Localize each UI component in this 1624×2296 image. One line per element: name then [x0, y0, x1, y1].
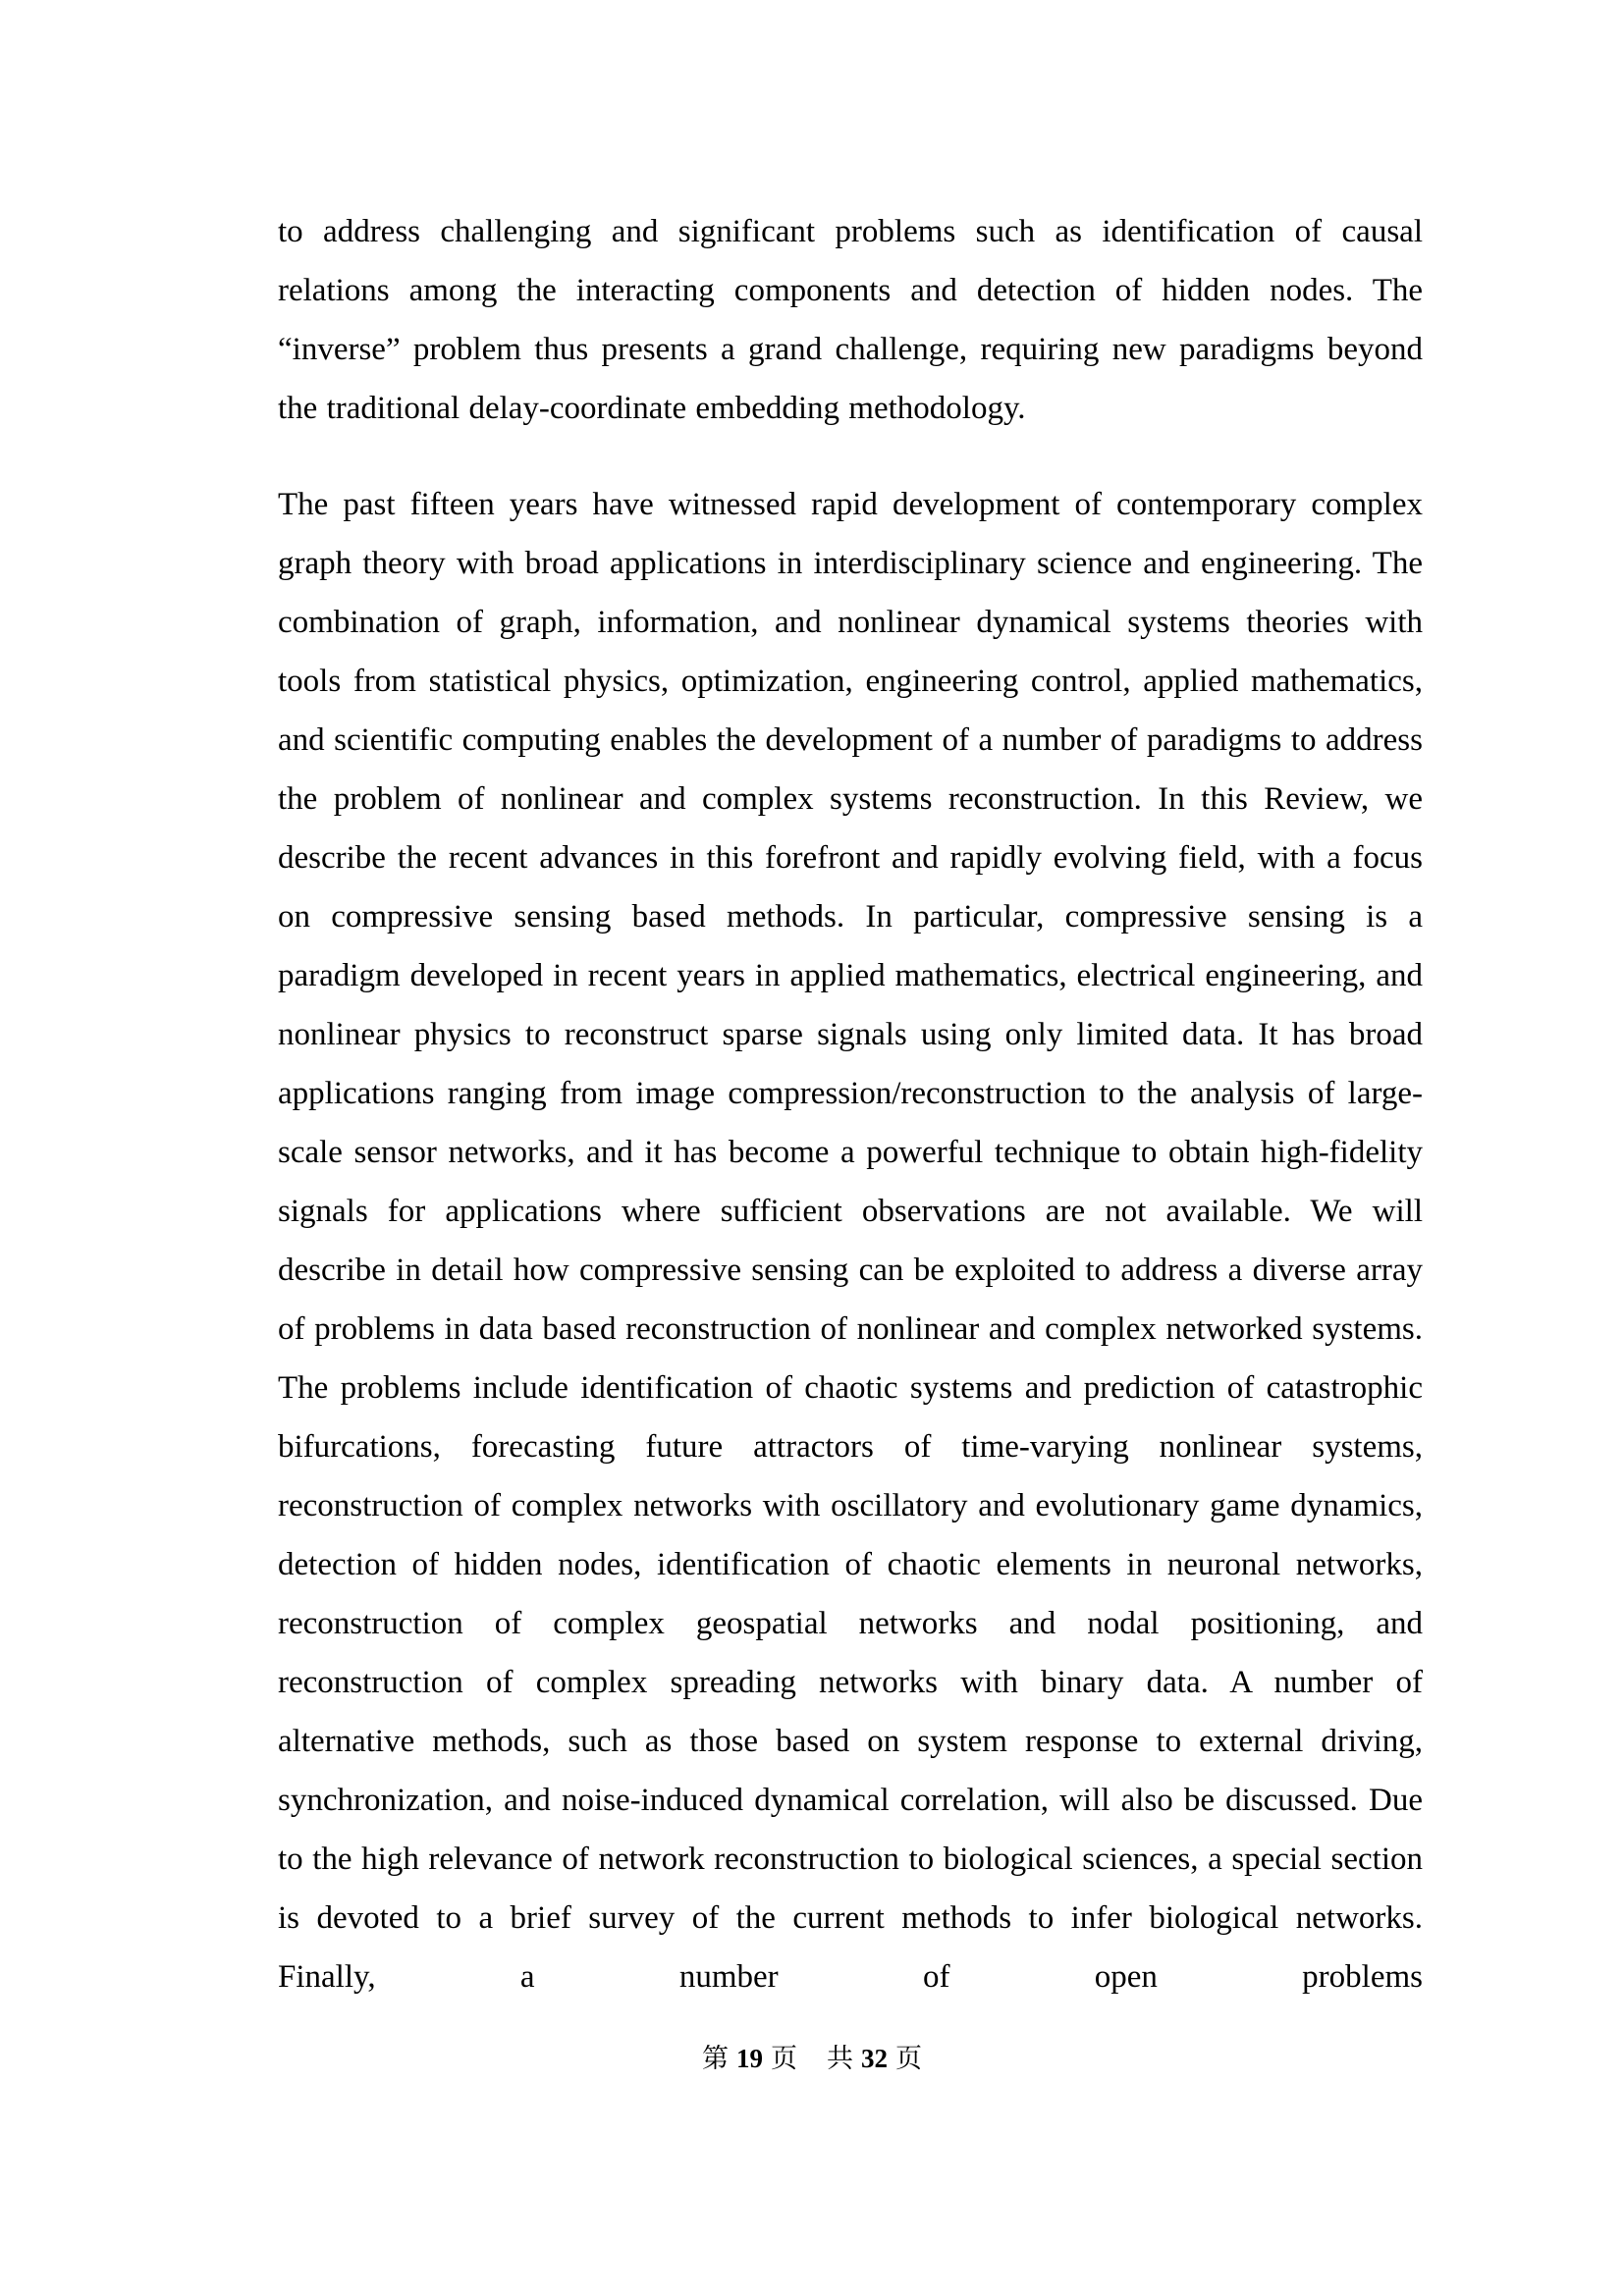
footer-page-suffix-label: 页 [771, 2044, 797, 2073]
footer-total-pages-number: 32 [861, 2044, 888, 2073]
paragraph-2: The past fifteen years have witnessed rapid development of contemporary complex graph theory with broad applications in interdisciplinary science and engineering. The combination of graph, information, and nonlinear dynamical systems theories with tools from statistical physics, optimization, engineering control, applied mathematics, and scientific computing enables the development of a number of paradigms to address the problem of nonlinear and complex systems reconstruction. In this Review, we describe the recent advances in this forefront and rapidly evolving field, with a focus on compressive sensing based methods. In particular, compressive sensing is a paradigm developed in recent years in applied mathematics, electrical engineering, and nonlinear physics to reconstruct sparse signals using only limited data. It has broad applications ranging from image compression/reconstruction to the analysis of large-scale sensor networks, and it has become a powerful technique to obtain high-fidelity signals for applications where sufficient observations are not available. We will describe in detail how compressive sensing can be exploited to address a diverse array of problems in data based reconstruction of nonlinear and complex networked systems. The problems include identification of chaotic systems and prediction of catastrophic bifurcations, forecasting future attractors of time-varying nonlinear systems, reconstruction of complex networks with oscillatory and evolutionary game dynamics, detection of hidden nodes, identification of chaotic elements in neuronal networks, reconstruction of complex geospatial networks and nodal positioning, and reconstruction of complex spreading networks with binary data. A number of alternative methods, such as those based on system response to external driving, synchronization, and noise-induced dynamical correlation, will also be discussed. Due to the high relevance of network reconstruction to biological sciences, a special section is devoted to a brief survey of the current methods to infer biological networks. Finally, a number of open problems [278, 487, 1423, 1995]
footer-current-page-number: 19 [736, 2044, 763, 2073]
body-text [278, 202, 1423, 2006]
paragraph-1: to address challenging and significant problems such as identification of causal relations among the interacting components and detection of hidden nodes. The “inverse” problem thus presents a grand challenge, requiring new paradigms beyond the traditional delay-coordinate embedding methodology. [278, 214, 1423, 426]
page-footer [0, 2042, 1624, 2075]
footer-total-prefix-label: 共 [827, 2044, 853, 2073]
footer-total-suffix-label: 页 [895, 2044, 922, 2073]
footer-page-prefix-label: 第 [702, 2044, 729, 2073]
